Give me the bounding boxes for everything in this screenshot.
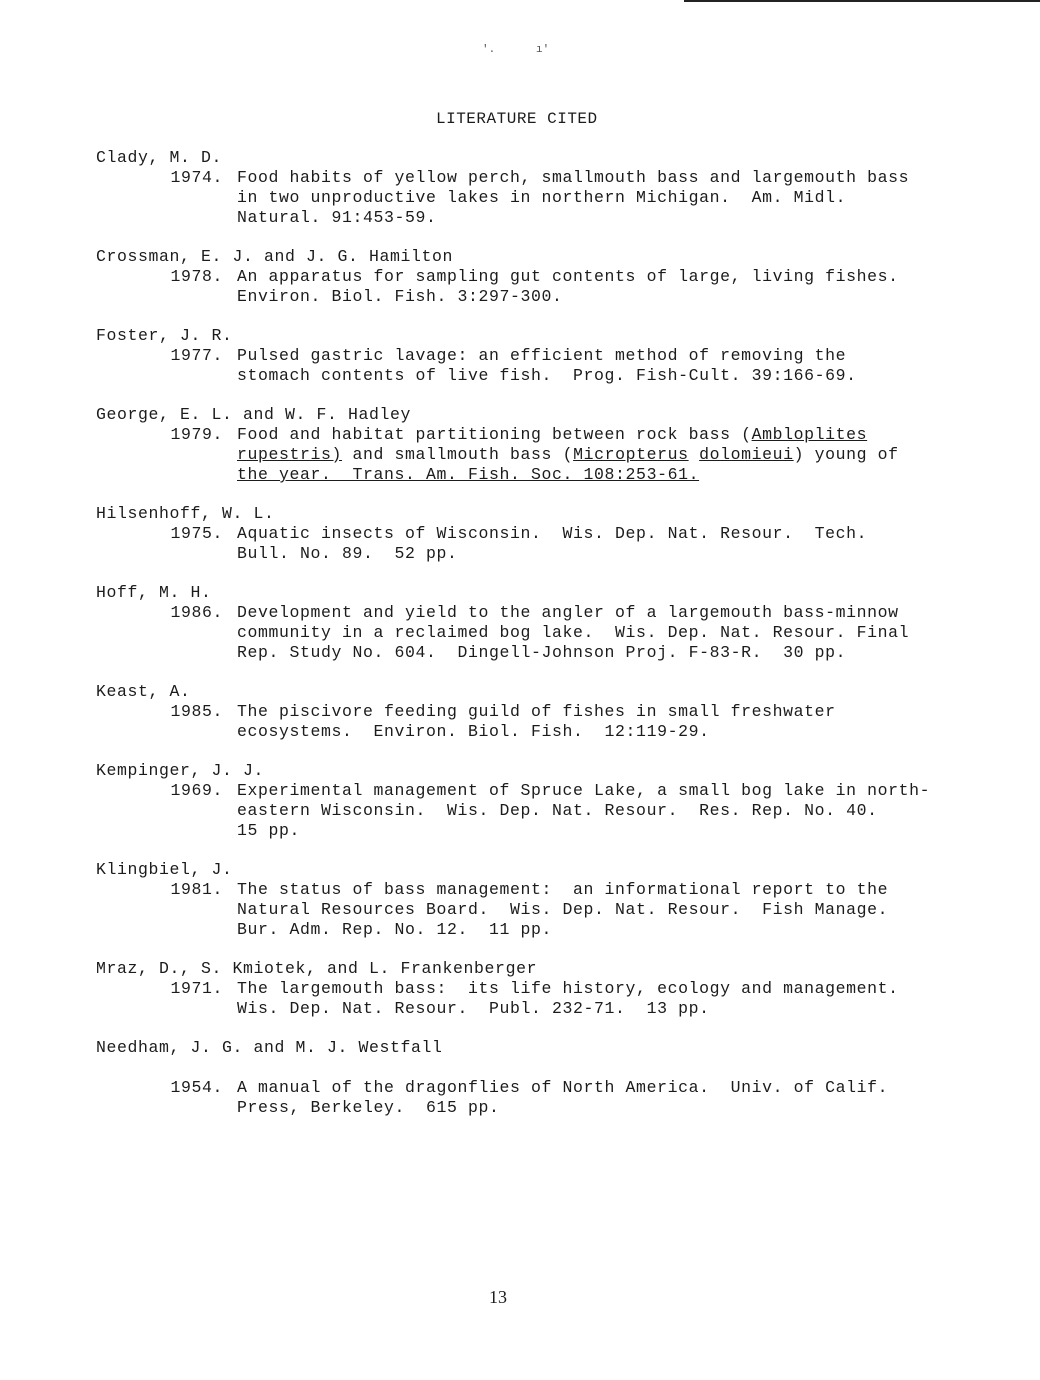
reference-body xyxy=(96,880,926,940)
reference-author: Kempinger, J. J. xyxy=(96,761,265,780)
underlined-text: Micropterus xyxy=(573,445,689,464)
reference-line xyxy=(237,445,927,465)
page-title: LITERATURE CITED xyxy=(436,110,598,128)
reference-author: George, E. L. and W. F. Hadley xyxy=(96,405,412,424)
reference-year: 1971. xyxy=(170,979,223,998)
reference-text-segment: Food and habitat partitioning between rock bass ( xyxy=(237,425,752,444)
reference-line xyxy=(237,702,927,722)
reference-text xyxy=(237,267,927,307)
page-number: 13 xyxy=(489,1287,507,1307)
reference-line xyxy=(237,425,927,445)
reference-text xyxy=(237,524,927,564)
reference-text-segment: Rep. Study No. 604. Dingell-Johnson Proj. F-83-R. 30 pp. xyxy=(237,643,847,662)
reference-entry xyxy=(96,1038,926,1118)
reference-text-segment: Environ. Biol. Fish. 3:297-300. xyxy=(237,287,563,306)
reference-year: 1974. xyxy=(170,168,223,187)
reference-line xyxy=(237,1078,927,1098)
reference-body xyxy=(96,168,926,228)
underlined-text: rupestris) xyxy=(237,445,343,464)
reference-text xyxy=(237,168,927,228)
reference-body xyxy=(96,603,926,663)
reference-line xyxy=(237,722,927,742)
reference-line xyxy=(237,346,927,366)
reference-line xyxy=(237,643,927,663)
reference-year: 1985. xyxy=(170,702,223,721)
reference-line xyxy=(237,920,927,940)
top-edge-rule xyxy=(684,0,1040,2)
reference-year: 1986. xyxy=(170,603,223,622)
underlined-text: the year. Trans. Am. Fish. Soc. 108:253-61. xyxy=(237,465,700,484)
reference-text-segment: in two unproductive lakes in northern Michigan. Am. Midl. xyxy=(237,188,847,207)
reference-author: Keast, A. xyxy=(96,682,191,701)
scan-speck: ı' xyxy=(536,44,550,56)
reference-entry xyxy=(96,148,926,228)
reference-text xyxy=(237,425,927,485)
reference-text-segment: eastern Wisconsin. Wis. Dep. Nat. Resour. Res. Rep. No. 40. xyxy=(237,801,878,820)
reference-line xyxy=(237,208,927,228)
reference-body xyxy=(96,979,926,1019)
reference-line xyxy=(237,188,927,208)
reference-line xyxy=(237,603,927,623)
reference-entry xyxy=(96,405,926,485)
reference-author: Hoff, M. H. xyxy=(96,583,212,602)
underlined-text: dolomieui xyxy=(699,445,794,464)
reference-year: 1978. xyxy=(170,267,223,286)
reference-text xyxy=(237,979,927,1019)
reference-text-segment: An apparatus for sampling gut contents of large, living fishes. xyxy=(237,267,899,286)
reference-line xyxy=(237,979,927,999)
reference-text-segment xyxy=(689,445,700,464)
reference-text xyxy=(237,781,931,841)
reference-year: 1981. xyxy=(170,880,223,899)
reference-line xyxy=(237,900,927,920)
reference-text xyxy=(237,346,927,386)
underlined-text: Ambloplites xyxy=(751,425,868,444)
reference-year: 1975. xyxy=(170,524,223,543)
reference-body xyxy=(96,267,926,307)
reference-text-segment: The piscivore feeding guild of fishes in small freshwater xyxy=(237,702,836,721)
spacer xyxy=(96,1058,926,1078)
reference-text xyxy=(237,1078,927,1118)
reference-author: Crossman, E. J. and J. G. Hamilton xyxy=(96,247,454,266)
reference-text-segment: Natural Resources Board. Wis. Dep. Nat. Resour. Fish Manage. xyxy=(237,900,889,919)
reference-line xyxy=(237,366,927,386)
reference-body xyxy=(96,425,926,485)
reference-entry xyxy=(96,504,926,564)
reference-text xyxy=(237,603,927,663)
reference-list xyxy=(96,148,931,1137)
reference-text-segment: Wis. Dep. Nat. Resour. Publ. 232-71. 13 pp. xyxy=(237,999,710,1018)
reference-line xyxy=(237,781,931,801)
reference-text-segment: The largemouth bass: its life history, ecology and management. xyxy=(237,979,899,998)
reference-text-segment: Natural. 91:453-59. xyxy=(237,208,437,227)
reference-line xyxy=(237,1098,927,1118)
reference-entry xyxy=(96,326,926,386)
reference-text-segment: Aquatic insects of Wisconsin. Wis. Dep. Nat. Resour. Tech. xyxy=(237,524,868,543)
reference-text-segment: Experimental management of Spruce Lake, a small bog lake in north- xyxy=(237,781,931,800)
reference-line xyxy=(237,168,927,188)
reference-text-segment: Food habits of yellow perch, smallmouth bass and largemouth bass xyxy=(237,168,910,187)
reference-entry xyxy=(96,959,926,1019)
reference-year: 1969. xyxy=(170,781,223,800)
reference-author: Foster, J. R. xyxy=(96,326,233,345)
reference-author: Needham, J. G. and M. J. Westfall xyxy=(96,1038,443,1057)
reference-text-segment: The status of bass management: an informational report to the xyxy=(237,880,889,899)
reference-line xyxy=(237,544,927,564)
reference-line xyxy=(237,267,927,287)
reference-author: Clady, M. D. xyxy=(96,148,223,167)
scan-speck: '. xyxy=(482,44,496,56)
reference-entry xyxy=(96,583,926,663)
reference-text-segment: and smallmouth bass ( xyxy=(342,445,574,464)
reference-text xyxy=(237,702,927,742)
reference-text-segment: ecosystems. Environ. Biol. Fish. 12:119-29. xyxy=(237,722,710,741)
reference-text-segment: Development and yield to the angler of a largemouth bass-minnow xyxy=(237,603,899,622)
reference-year: 1954. xyxy=(170,1078,223,1097)
reference-text xyxy=(237,880,927,940)
reference-author: Klingbiel, J. xyxy=(96,860,233,879)
reference-text-segment: Pulsed gastric lavage: an efficient method of removing the xyxy=(237,346,847,365)
reference-line xyxy=(237,801,927,821)
reference-text-segment: Bull. No. 89. 52 pp. xyxy=(237,544,458,563)
reference-line xyxy=(237,999,927,1019)
reference-body xyxy=(96,346,926,386)
reference-text-segment: Press, Berkeley. 615 pp. xyxy=(237,1098,500,1117)
reference-text-segment: community in a reclaimed bog lake. Wis. Dep. Nat. Resour. Final xyxy=(237,623,910,642)
reference-text-segment: Bur. Adm. Rep. No. 12. 11 pp. xyxy=(237,920,553,939)
reference-entry xyxy=(96,761,931,841)
reference-line xyxy=(237,287,927,307)
reference-text-segment: A manual of the dragonflies of North America. Univ. of Calif. xyxy=(237,1078,889,1097)
reference-line xyxy=(237,623,927,643)
reference-line xyxy=(237,465,927,485)
reference-body xyxy=(96,524,926,564)
reference-year: 1979. xyxy=(170,425,223,444)
reference-line xyxy=(237,880,927,900)
reference-body xyxy=(96,1078,926,1118)
reference-entry xyxy=(96,247,926,307)
reference-author: Hilsenhoff, W. L. xyxy=(96,504,275,523)
reference-line xyxy=(237,524,927,544)
reference-text-segment: stomach contents of live fish. Prog. Fish-Cult. 39:166-69. xyxy=(237,366,857,385)
reference-text-segment: ) young of xyxy=(793,445,899,464)
reference-line xyxy=(237,821,927,841)
reference-text-segment: 15 pp. xyxy=(237,821,301,840)
reference-body xyxy=(96,781,931,841)
reference-author: Mraz, D., S. Kmiotek, and L. Frankenberger xyxy=(96,959,538,978)
reference-entry xyxy=(96,682,926,742)
reference-body xyxy=(96,702,926,742)
reference-entry xyxy=(96,860,926,940)
reference-year: 1977. xyxy=(170,346,223,365)
